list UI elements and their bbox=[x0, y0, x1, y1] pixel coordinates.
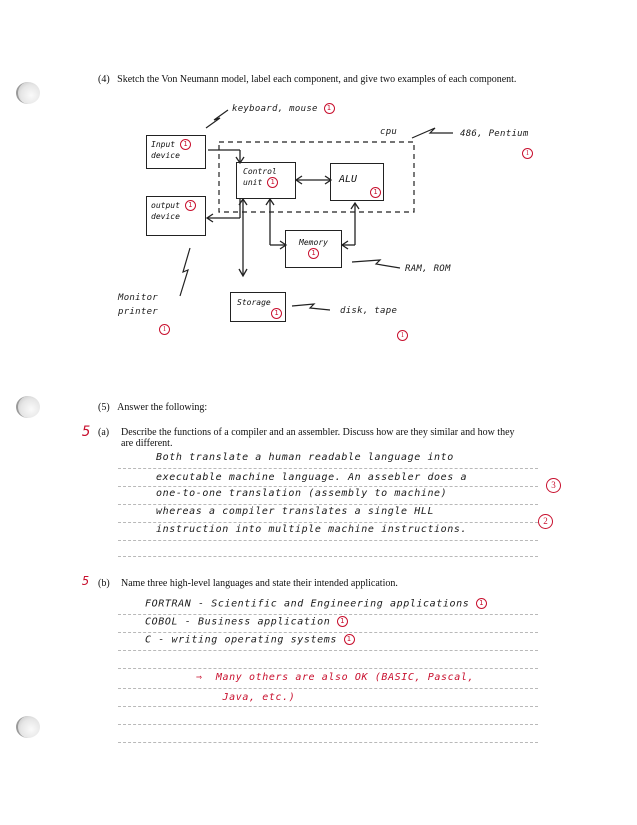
cpu-grade-circle: 1 bbox=[522, 148, 533, 159]
question-5a-label: (a) bbox=[98, 427, 110, 438]
grade-circle: 1 bbox=[324, 103, 335, 114]
question-5-text: Answer the following: bbox=[117, 402, 208, 413]
answer-5a-line-4: whereas a compiler translates a single HLL bbox=[156, 506, 435, 517]
answer-5a-line-2: executable machine language. An assebler does a bbox=[156, 472, 468, 483]
question-5-number: (5) bbox=[98, 402, 110, 413]
control-unit-label-2: unit bbox=[243, 178, 263, 187]
grade-circle: 1 bbox=[180, 139, 191, 150]
input-device-label-2: device bbox=[151, 151, 180, 160]
answer-5a-line-1: Both translate a human readable language into bbox=[156, 452, 454, 463]
grade-circle: 1 bbox=[337, 616, 348, 627]
control-unit-label-1: Control bbox=[243, 167, 277, 176]
grade-circle: 1 bbox=[370, 187, 381, 198]
question-4-number: (4) bbox=[98, 74, 110, 85]
alu-box bbox=[330, 163, 384, 201]
question-5a-text: Describe the functions of a compiler and an assembler. Discuss how are they similar and how they are different. bbox=[121, 427, 515, 449]
storage-examples: disk, tape bbox=[340, 306, 398, 316]
memory-label: Memory bbox=[299, 238, 328, 247]
grade-circle: 1 bbox=[271, 308, 282, 319]
pointer-memory-examples bbox=[352, 260, 400, 268]
output-grade-circle: 1 bbox=[159, 324, 170, 335]
question-4-text: Sketch the Von Neumann model, label each component, and give two examples of each component. bbox=[117, 74, 517, 85]
question-5b-text: Name three high-level languages and state their intended application. bbox=[121, 578, 398, 589]
grade-circle: 1 bbox=[344, 634, 355, 645]
output-device-label-2: device bbox=[151, 212, 180, 221]
score-5b: 5 bbox=[82, 574, 90, 588]
storage-box bbox=[230, 292, 286, 322]
grade-5a-1: 3 bbox=[546, 478, 561, 493]
question-5b-label: (b) bbox=[98, 578, 110, 589]
grade-circle: 1 bbox=[185, 200, 196, 211]
control-unit-box bbox=[236, 162, 296, 199]
cpu-label: cpu bbox=[380, 127, 398, 137]
answer-5a-line-3: one-to-one translation (assembly to machine) bbox=[156, 488, 448, 499]
pointer-output-examples bbox=[180, 248, 190, 296]
grade-circle: 1 bbox=[267, 177, 278, 188]
storage-label: Storage bbox=[237, 298, 271, 307]
input-device-box bbox=[146, 135, 206, 169]
answer-5b-line-1: FORTRAN - Scientific and Engineering applications 1 bbox=[145, 598, 487, 610]
score-5a: 5 bbox=[82, 424, 91, 440]
grader-note: ⇒ Many others are also OK (BASIC, Pascal, Java, etc.) bbox=[196, 672, 475, 703]
arrow-icon: ⇒ bbox=[196, 672, 203, 683]
answer-5b-line-2: COBOL - Business application 1 bbox=[145, 616, 348, 628]
answer-5a-line-5: instruction into multiple machine instructions. bbox=[156, 524, 468, 535]
alu-label: ALU bbox=[339, 174, 358, 185]
output-device-box bbox=[146, 196, 206, 236]
grade-5a-2: 2 bbox=[538, 514, 553, 529]
output-examples: Monitor printer bbox=[118, 293, 159, 317]
pointer-input-examples bbox=[206, 110, 228, 128]
input-examples: keyboard, mouse 1 bbox=[232, 103, 335, 114]
question-5 bbox=[98, 402, 207, 413]
input-device-label-1: Input bbox=[151, 140, 176, 149]
memory-box bbox=[285, 230, 342, 268]
cpu-examples: 486, Pentium bbox=[460, 129, 529, 139]
pointer-cpu-examples bbox=[412, 128, 453, 138]
pointer-storage-examples bbox=[292, 304, 330, 310]
answer-5b-line-3: C - writing operating systems 1 bbox=[145, 634, 355, 646]
storage-grade-circle: 1 bbox=[397, 330, 408, 341]
grade-circle: 1 bbox=[476, 598, 487, 609]
output-device-label-1: output bbox=[151, 201, 180, 210]
grade-circle: 1 bbox=[308, 248, 319, 259]
memory-examples: RAM, ROM bbox=[405, 264, 451, 274]
